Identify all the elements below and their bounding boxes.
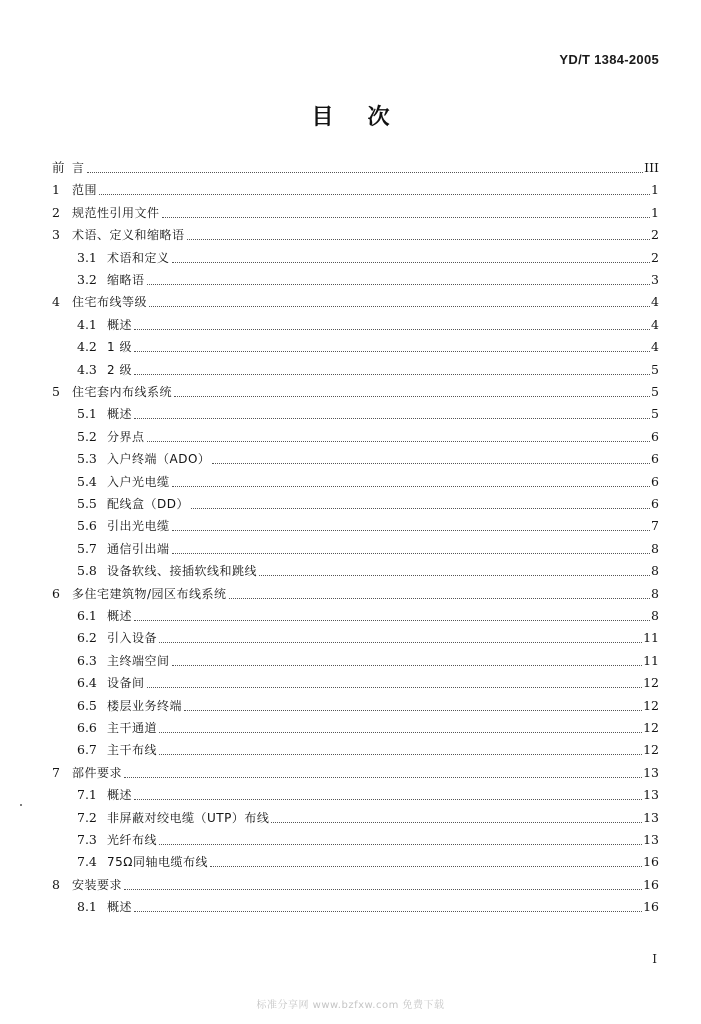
toc-entry-number: 8 — [52, 876, 60, 892]
toc-entry-title: 主干通道 — [107, 721, 158, 735]
toc-entry-number: 1 — [52, 182, 60, 198]
toc-entry-title: 范围 — [72, 183, 98, 198]
toc-entry-number: 7.2 — [77, 809, 97, 825]
toc-entry-page: 12 — [643, 675, 659, 691]
toc-dot-leader — [172, 530, 651, 531]
toc-entry-title: 部件要求 — [72, 765, 123, 780]
toc-entry-page: 11 — [643, 630, 659, 646]
toc-entry — [77, 248, 659, 268]
toc-entry-page: 2 — [651, 249, 659, 265]
toc-entry — [77, 449, 659, 469]
toc-dot-leader — [271, 822, 642, 823]
toc-dot-leader — [172, 553, 651, 554]
toc-entry-page: 1 — [651, 182, 659, 198]
toc-entry-page: 16 — [643, 899, 659, 915]
toc-dot-leader — [134, 418, 650, 419]
toc-dot-leader — [259, 575, 650, 576]
toc-entry — [52, 225, 659, 245]
toc-dot-leader — [174, 396, 650, 397]
toc-entry-number: 4.3 — [77, 361, 97, 377]
page-number: I — [652, 952, 657, 966]
toc-dot-leader — [210, 866, 642, 867]
toc-dot-leader — [134, 799, 642, 800]
toc-entry-title: 言 — [72, 161, 85, 175]
toc-entry — [52, 875, 659, 895]
toc-entry-title: 引入设备 — [107, 631, 158, 646]
toc-entry-page: 6 — [651, 451, 659, 467]
toc-entry-title: 配线盒（DD） — [107, 497, 189, 511]
toc-entry — [77, 270, 659, 290]
toc-dot-leader — [147, 687, 643, 688]
toc-entry — [77, 852, 659, 872]
toc-entry-number: 6.1 — [77, 608, 97, 623]
toc-entry-number: 6.5 — [77, 697, 97, 713]
toc-dot-leader — [159, 732, 642, 733]
toc-dot-leader — [134, 911, 642, 912]
toc-entry-number: 2 — [52, 204, 60, 220]
toc-entry-page: 16 — [643, 854, 659, 870]
toc-entry — [52, 158, 659, 178]
toc-entry — [77, 651, 659, 671]
toc-entry-title: 概述 — [107, 788, 133, 803]
toc-entry-page: 4 — [651, 294, 659, 310]
toc-entry-page: 13 — [643, 764, 659, 780]
toc-entry-number: 5.4 — [77, 473, 97, 489]
toc-entry-title: 2 级 — [107, 362, 132, 377]
toc-entry — [77, 360, 659, 380]
toc-entry-page: 6 — [651, 473, 659, 489]
toc-entry-title: 1 级 — [107, 340, 132, 355]
toc-entry-title: 75Ω同轴电缆布线 — [107, 855, 208, 870]
toc-entry — [77, 539, 659, 559]
toc-entry — [77, 494, 659, 514]
watermark: 标准分享网 www.bzfxw.com 免费下载 — [256, 1000, 445, 1011]
toc-dot-leader — [229, 598, 651, 599]
toc-entry-number: 5.3 — [77, 451, 97, 467]
toc-entry-page: 8 — [651, 540, 659, 556]
toc-entry — [52, 382, 659, 402]
toc-dot-leader — [212, 463, 650, 464]
toc-entry-page: 12 — [643, 742, 659, 758]
toc-entry — [52, 763, 659, 783]
toc-entry-title: 非屏蔽对绞电缆（UTP）布线 — [107, 810, 270, 825]
toc-entry-title: 概述 — [107, 407, 133, 422]
toc-entry-title: 规范性引用文件 — [72, 205, 160, 220]
toc-entry-page: 1 — [651, 204, 659, 220]
toc-entry-number: 6.2 — [77, 630, 97, 646]
toc-entry-number: 4 — [52, 294, 60, 310]
toc-entry-number: 6.3 — [77, 652, 97, 668]
toc-entry-title: 住宅套内布线系统 — [72, 385, 173, 399]
toc-entry-number: 6.6 — [77, 720, 97, 735]
toc-entry — [52, 180, 659, 200]
toc-entry — [52, 203, 659, 223]
standard-code: YD/T 1384-2005 — [559, 52, 659, 67]
toc-entry-title: 主终端空间 — [107, 653, 170, 668]
toc-entry-page: 12 — [643, 720, 659, 735]
toc-entry-number: 5.8 — [77, 563, 97, 579]
toc-entry — [77, 740, 659, 760]
toc-entry-title: 光纤布线 — [107, 833, 158, 847]
toc-entry-title: 入户光电缆 — [107, 474, 170, 489]
toc-dot-leader — [172, 665, 643, 666]
toc-entry-page: 7 — [651, 518, 659, 534]
toc-entry-title: 设备间 — [107, 676, 145, 691]
toc-entry-page: 3 — [651, 272, 659, 287]
toc-entry-title: 缩略语 — [107, 273, 145, 287]
toc-entry — [77, 673, 659, 693]
toc-entry-page: 11 — [643, 652, 659, 668]
toc-entry-page: 4 — [651, 339, 659, 355]
toc-entry-title: 设备软线、接插软线和跳线 — [107, 564, 258, 579]
toc-entry — [77, 516, 659, 536]
toc-entry-title: 多住宅建筑物/园区布线系统 — [72, 586, 227, 601]
toc-entry-number: 5.7 — [77, 540, 97, 556]
toc-entry-title: 分界点 — [107, 429, 145, 444]
toc-entry — [52, 292, 659, 312]
toc-entry-number: 7 — [52, 764, 60, 780]
toc-dot-leader — [172, 262, 651, 263]
toc-entry-page: 5 — [651, 361, 659, 377]
toc-entry-number: 7.3 — [77, 832, 97, 847]
toc-entry-number: 6.7 — [77, 742, 97, 758]
toc-entry-number: 3.1 — [77, 249, 97, 265]
toc-entry-page: 8 — [651, 585, 659, 601]
toc-entry-title: 通信引出端 — [107, 541, 170, 556]
toc-dot-leader — [149, 306, 650, 307]
toc-entry-title: 术语和定义 — [107, 250, 170, 265]
scan-speck — [20, 804, 22, 806]
toc-entry-number: 5.2 — [77, 428, 97, 444]
toc-dot-leader — [159, 642, 642, 643]
toc-entry-title: 住宅布线等级 — [72, 295, 148, 310]
toc-entry — [77, 337, 659, 357]
toc-dot-leader — [187, 239, 651, 240]
toc-entry — [77, 404, 659, 424]
toc-entry-page: 5 — [651, 384, 659, 399]
toc-entry — [77, 897, 659, 917]
toc-entry-number: 3 — [52, 227, 60, 243]
toc-entry-page: 13 — [643, 832, 659, 847]
toc-entry — [77, 472, 659, 492]
toc-entry — [77, 718, 659, 738]
toc-entry — [77, 785, 659, 805]
toc-entry-number: 7.4 — [77, 854, 97, 870]
toc-dot-leader — [99, 194, 650, 195]
toc-dot-leader — [134, 329, 650, 330]
toc-entry-title: 主干布线 — [107, 743, 158, 758]
toc-entry-title: 概述 — [107, 900, 133, 915]
toc-entry-title: 概述 — [107, 609, 133, 623]
toc-entry-number: 4.1 — [77, 316, 97, 332]
toc-entry-number: 5 — [52, 384, 60, 399]
toc-dot-leader — [184, 710, 642, 711]
toc-entry-number: 5.5 — [77, 496, 97, 511]
toc-dot-leader — [134, 374, 650, 375]
toc-entry-page: 8 — [651, 563, 659, 579]
toc-dot-leader — [87, 172, 644, 173]
toc-entry — [77, 830, 659, 850]
toc-entry-title: 概述 — [107, 317, 133, 332]
toc-entry-page: 12 — [643, 697, 659, 713]
toc-entry-number: 7.1 — [77, 787, 97, 803]
toc-dot-leader — [134, 620, 650, 621]
toc-entry-title: 楼层业务终端 — [107, 698, 183, 713]
toc-entry-page: 5 — [651, 406, 659, 422]
toc-entry-number: 5.1 — [77, 406, 97, 422]
toc-entry-number: 前 — [52, 160, 65, 175]
toc-entry-number: 5.6 — [77, 518, 97, 534]
toc-dot-leader — [159, 844, 642, 845]
toc-entry-page: 13 — [643, 787, 659, 803]
toc-entry-title: 安装要求 — [72, 877, 123, 892]
toc-dot-leader — [172, 486, 651, 487]
toc-entry-number: 8.1 — [77, 899, 97, 915]
toc-entry-page: 16 — [643, 876, 659, 892]
toc-entry-page: 13 — [643, 809, 659, 825]
toc-entry-title: 入户终端（ADO） — [107, 452, 211, 467]
toc-dot-leader — [147, 441, 651, 442]
toc-entry-title: 术语、定义和缩略语 — [72, 228, 185, 243]
toc-entry — [77, 606, 659, 626]
toc-entry — [77, 628, 659, 648]
toc-entry-page: 6 — [651, 428, 659, 444]
toc-dot-leader — [124, 889, 642, 890]
page-title: 目次 — [311, 105, 424, 130]
toc-entry-page: III — [644, 160, 659, 175]
toc-dot-leader — [134, 351, 650, 352]
toc-entry-page: 2 — [651, 227, 659, 243]
toc-entry-page: 8 — [651, 608, 659, 623]
toc-entry — [77, 427, 659, 447]
toc-entry-page: 6 — [651, 496, 659, 511]
toc-dot-leader — [124, 777, 642, 778]
toc-entry-number: 4.2 — [77, 339, 97, 355]
toc-entry-number: 3.2 — [77, 272, 97, 287]
toc-dot-leader — [159, 754, 642, 755]
toc-entry-page: 4 — [651, 316, 659, 332]
toc-entry-number: 6 — [52, 585, 60, 601]
toc-dot-leader — [162, 217, 651, 218]
toc-entry-number: 6.4 — [77, 675, 97, 691]
toc-entry — [77, 561, 659, 581]
toc-entry — [52, 584, 659, 604]
toc-entry — [77, 315, 659, 335]
toc-dot-leader — [191, 508, 650, 509]
toc-entry-title: 引出光电缆 — [107, 519, 170, 534]
toc-entry — [77, 696, 659, 716]
toc-entry — [77, 808, 659, 828]
toc-dot-leader — [147, 284, 651, 285]
